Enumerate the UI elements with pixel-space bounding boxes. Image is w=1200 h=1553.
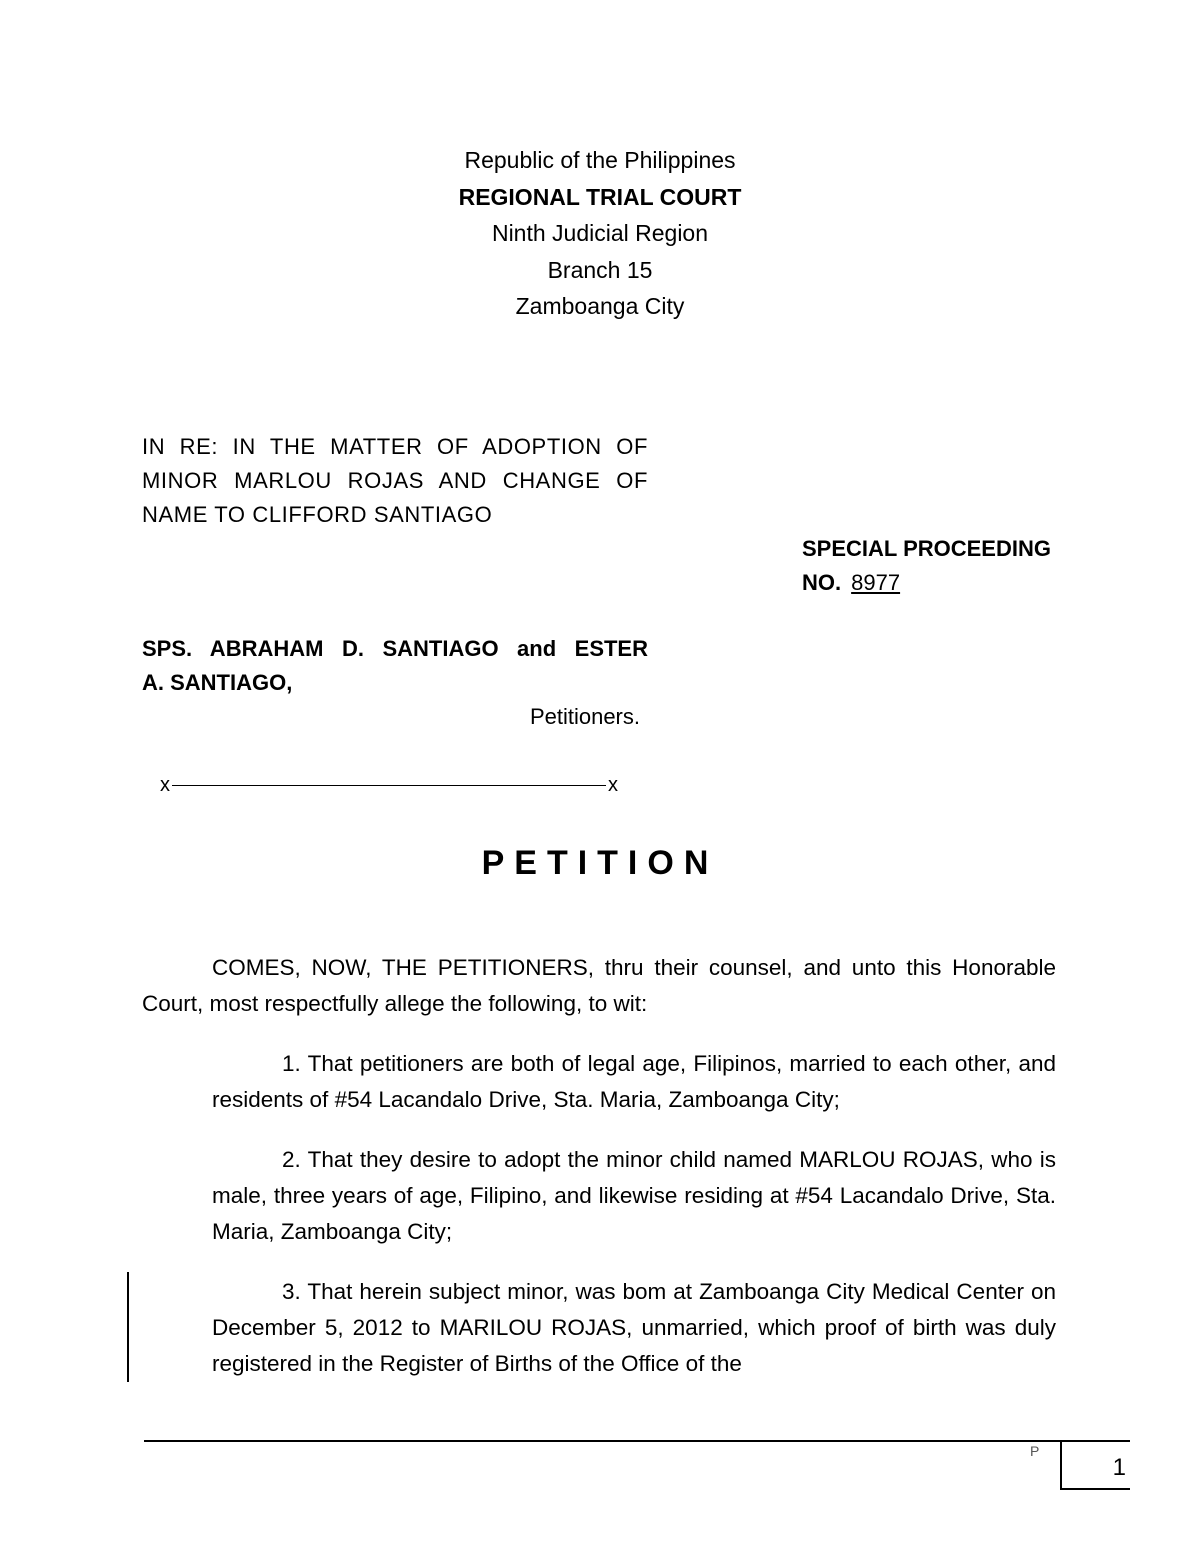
- header-court: REGIONAL TRIAL COURT: [458, 183, 742, 210]
- allegation-2: 2. That they desire to adopt the minor child named MARLOU ROJAS, who is male, three years of age, Filipino, and likewise residing at #54 Lacandalo Drive, Sta. Maria, Zamboanga City;: [212, 1147, 1056, 1244]
- separator-rule: [172, 785, 606, 786]
- special-proceeding-number-line: [802, 566, 1051, 600]
- header-republic: Republic of the Philippines: [464, 147, 736, 173]
- intro-paragraph: COMES, NOW, THE PETITIONERS, thru their counsel, and unto this Honorable Court, most respectfully allege the following, to wit:: [142, 955, 1056, 1016]
- caption-line-3: NAME TO CLIFFORD SANTIAGO: [142, 502, 493, 527]
- change-bar: [127, 1272, 129, 1382]
- petitioners-line-2: A. SANTIAGO,: [142, 670, 293, 695]
- court-header: [0, 142, 1200, 325]
- special-proceeding-block: [802, 532, 1051, 600]
- page-number-box: [1060, 1442, 1130, 1490]
- allegation-1: 1. That petitioners are both of legal age, Filipinos, married to each other, and residents of #54 Lacandalo Drive, Sta. Maria, Zamboanga City;: [212, 1051, 1056, 1112]
- petition-body: [142, 950, 1056, 1382]
- separator-left-x: x: [160, 774, 170, 796]
- allegation-3: 3. That herein subject minor, was bom at Zamboanga City Medical Center on December 5, 2012 to MARILOU ROJAS, unmarried, which proof of birth was duly registered in the Register of Births of the Office of the: [212, 1279, 1056, 1376]
- no-label: NO.: [802, 570, 842, 595]
- header-region: Ninth Judicial Region: [491, 220, 709, 246]
- footer-p-label: P: [1030, 1443, 1040, 1459]
- petitioners-role: Petitioners.: [529, 704, 640, 729]
- case-caption: [142, 430, 648, 532]
- header-branch: Branch 15: [547, 256, 653, 283]
- petitioners-line-1: SPS. ABRAHAM D. SANTIAGO and ESTER: [142, 636, 648, 661]
- special-proceeding-label: SPECIAL PROCEEDING: [802, 536, 1051, 561]
- page-number: 1: [1112, 1454, 1126, 1481]
- document-title: PETITION: [481, 844, 719, 882]
- footer-rule: [144, 1440, 1130, 1442]
- caption-separator: [160, 772, 618, 798]
- separator-right-x: x: [608, 774, 618, 796]
- caption-line-1: IN RE: IN THE MATTER OF ADOPTION OF: [142, 434, 648, 459]
- caption-line-2: MINOR MARLOU ROJAS AND CHANGE OF: [142, 468, 648, 493]
- case-number: 8977: [851, 570, 901, 595]
- petitioners-block: [142, 632, 648, 700]
- header-city: Zamboanga City: [515, 293, 685, 319]
